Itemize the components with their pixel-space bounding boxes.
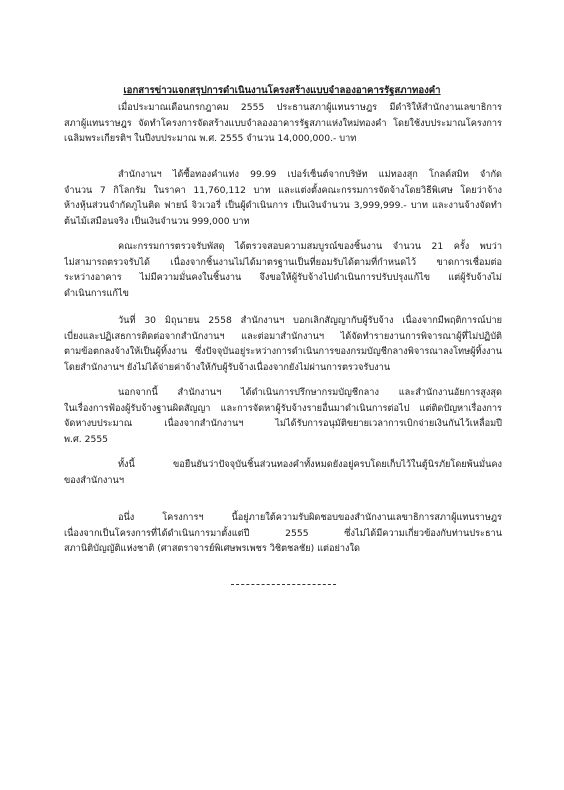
text-line: ระหว่างอาคาร ไม่มีความมั่นคงในชิ้นงาน จึงขอให้ผู้รับจ้างไปดำเนินการปรับปรุงแก้ไข แต่ผู้รับจ้างไม่: [64, 272, 502, 283]
text-line: ตามข้อตกลงจ้างให้เป็นผู้ทิ้งงาน ซึ่งปัจจุบันอยู่ระหว่างการดำเนินการของกรมบัญชีกลางพิจารณาลงโทษผู้ทิ้งงาน: [64, 346, 502, 357]
text-line: ในเรื่องการฟ้องผู้รับจ้างฐานผิดสัญญา และการจัดหาผู้รับจ้างรายอื่นมาดำเนินการต่อไป แต่ติดปัญหาเรื่องการ: [64, 402, 502, 414]
text-line: อนึ่ง โครงการฯ นี้อยู่ภายใต้ความรับผิดชอบของสำนักงานเลขาธิการสภาผู้แทนราษฎร: [118, 512, 502, 523]
paragraph-5: [64, 385, 502, 447]
text-line: นอกจากนี้ สำนักงานฯ ได้ดำเนินการปรึกษากรมบัญชีกลาง และสำนักงานอัยการสูงสุด: [118, 387, 502, 398]
text-line: โดยสำนักงานฯ ยังไม่ได้จ่ายค่าจ้างให้กับผู้รับจ้างเนื่องจากยังไม่ผ่านการตรวจรับงาน: [64, 361, 391, 373]
text-line: จัดหางบประมาณ เนื่องจากสำนักงานฯ ไม่ได้รับการอนุมัติขยายเวลาการเบิกจ่ายเงินกันไว้เหลื่อมปี: [64, 418, 502, 429]
text-line: ต้นไม้เสมือนจริง เป็นเงินจำนวน 999,000 บาท: [64, 215, 250, 227]
text-line: เบี่ยงและปฏิเสธการติดต่อจากสำนักงานฯ และต่อมาสำนักงานฯ ได้จัดทำรายงานการพิจารณาผู้ที่ไม่ปฏิบัติ: [64, 330, 502, 342]
text-line: ทั้งนี้ ขอยืนยันว่าปัจจุบันชิ้นส่วนทองคำทั้งหมดยังอยู่ครบโดยเก็บไว้ในตู้นิรภัยโดยพ้นมั่นคง: [118, 459, 502, 470]
paragraph-4: [64, 313, 502, 375]
text-line: สำนักงานฯ ได้ซื้อทองคำแท่ง 99.99 เปอร์เซ็นต์จากบริษัท แม่ทองสุก โกลด์สมิท จำกัด: [118, 169, 502, 180]
text-line: ไม่สามารถตรวจรับได้ เนื่องจากชิ้นงานไม่ได้มาตรฐานเป็นที่ยอมรับได้ตามที่กำหนดไว้ ขาดการเชื่อมต่อ: [64, 256, 502, 268]
paragraph-6: [64, 457, 502, 488]
text-line: เมื่อประมาณเดือนกรกฎาคม 2555 ประธานสภาผู้แทนราษฎร มีดำริให้สำนักงานเลขาธิการ: [118, 102, 502, 113]
text-line: คณะกรรมการตรวจรับพัสดุ ได้ตรวจสอบความสมบูรณ์ของชิ้นงาน จำนวน 21 ครั้ง พบว่า: [118, 241, 502, 252]
text-line: สภาผู้แทนราษฎร จัดทำโครงการจัดสร้างแบบจำลองอาคารรัฐสภาแห่งใหม่ทองคำ โดยใช้งบประมาณโครงการ: [64, 117, 502, 129]
document-title: เอกสารข่าวแจกสรุปการดำเนินงานโครงสร้างแบบจำลองอาคารรัฐสภาทองคำ: [123, 85, 441, 96]
paragraph-7: [64, 510, 502, 557]
text-line: ห้างหุ้นส่วนจำกัดภูไนติด ฟายน์ จิวเวอรี่ เป็นผู้ดำเนินการ เป็นเงินจำนวน 3,999,999.- บาท และงานจ้างจัดทำ: [64, 200, 502, 211]
paragraph-2: [64, 167, 502, 229]
text-line: เนื่องจากเป็นโครงการที่ได้ดำเนินการมาตั้งแต่ปี 2555 ซึ่งไม่ได้มีความเกี่ยวข้องกับท่านประธาน: [64, 527, 502, 539]
end-divider: [231, 584, 336, 587]
paragraph-1: [64, 100, 502, 147]
text-line: วันที่ 30 มิถุนายน 2558 สำนักงานฯ บอกเลิกสัญญากับผู้รับจ้าง เนื่องจากมีพฤติการณ์บ่าย: [118, 315, 502, 326]
text-line: ดำเนินการแก้ไข: [64, 287, 129, 299]
paragraph-3: [64, 239, 502, 301]
text-line: พ.ศ. 2555: [64, 433, 109, 445]
text-line: ของสำนักงานฯ: [64, 474, 124, 486]
text-line: เฉลิมพระเกียรติฯ ในปีงบประมาณ พ.ศ. 2555 จำนวน 14,000,000.- บาท: [64, 133, 357, 144]
text-line: จำนวน 7 กิโลกรัม ในราคา 11,760,112 บาท และแต่งตั้งคณะกรรมการจัดจ้างโดยวิธีพิเศษ โดยว่าจ้าง: [64, 184, 502, 196]
text-line: สภานิติบัญญัติแห่งชาติ (ศาสตราจารย์พิเศษพรเพชร วิชิตชลชัย) แต่อย่างใด: [64, 543, 360, 554]
